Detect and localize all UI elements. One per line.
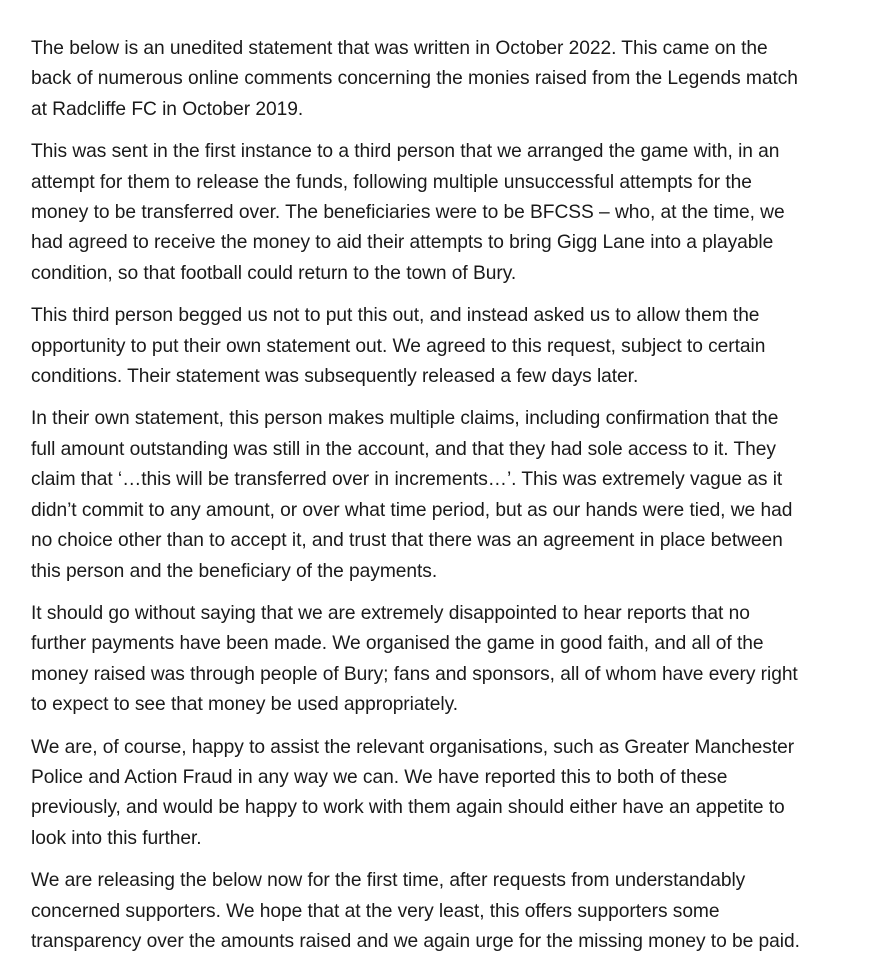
paragraph-2 [31, 137, 861, 289]
text-line: at Radcliffe FC in October 2019. [31, 98, 304, 120]
text-line: this person and the beneficiary of the payments. [31, 560, 438, 582]
text-line: attempt for them to release the funds, following multiple unsuccessful attempts for the [31, 171, 752, 193]
text-line: further payments have been made. We organised the game in good faith, and all of the [31, 633, 764, 655]
paragraph-3 [31, 301, 861, 392]
text-line: The below is an unedited statement that was written in October 2022. This came on the [31, 38, 768, 59]
text-line: concerned supporters. We hope that at the very least, this offers supporters some [31, 900, 720, 922]
paragraph-7 [31, 866, 861, 957]
statement-document [31, 34, 861, 969]
text-line: to expect to see that money be used appropriately. [31, 694, 458, 716]
text-line: money to be transferred over. The beneficiaries were to be BFCSS – who, at the time, we [31, 202, 785, 224]
text-line: opportunity to put their own statement out. We agreed to this request, subject to certain [31, 335, 766, 357]
text-line: full amount outstanding was still in the account, and that they had sole access to it. They [31, 438, 776, 460]
paragraph-1 [31, 34, 861, 125]
text-line: In their own statement, this person makes multiple claims, including confirmation that the [31, 408, 779, 430]
text-line: This third person begged us not to put this out, and instead asked us to allow them the [31, 305, 760, 327]
text-line: It should go without saying that we are extremely disappointed to hear reports that no [31, 602, 750, 624]
text-line: no choice other than to accept it, and trust that there was an agreement in place between [31, 530, 783, 552]
text-line: look into this further. [31, 827, 202, 849]
text-line: We are, of course, happy to assist the relevant organisations, such as Greater Manchester [31, 736, 795, 758]
paragraph-6 [31, 733, 861, 855]
text-line: condition, so that football could return to the town of Bury. [31, 262, 517, 284]
text-line: had agreed to receive the money to aid their attempts to bring Gigg Lane into a playable [31, 232, 774, 254]
text-line: money raised was through people of Bury; fans and sponsors, all of whom have every right [31, 663, 798, 685]
text-line: Police and Action Fraud in any way we can. We have reported this to both of these [31, 766, 728, 788]
text-line: claim that ‘…this will be transferred over in increments…’. This was extremely vague as it [31, 469, 783, 491]
text-line: transparency over the amounts raised and we again urge for the missing money to be paid. [31, 930, 800, 952]
text-line: previously, and would be happy to work with them again should either have an appetite to [31, 797, 785, 819]
text-line: This was sent in the first instance to a third person that we arranged the game with, in an [31, 141, 780, 163]
text-line: didn’t commit to any amount, or over what time period, but as our hands were tied, we had [31, 499, 793, 521]
paragraph-5 [31, 599, 861, 721]
text-line: conditions. Their statement was subsequently released a few days later. [31, 366, 639, 388]
paragraph-4 [31, 404, 861, 586]
text-line: We are releasing the below now for the first time, after requests from understandably [31, 870, 746, 892]
text-line: back of numerous online comments concerning the monies raised from the Legends match [31, 68, 798, 90]
